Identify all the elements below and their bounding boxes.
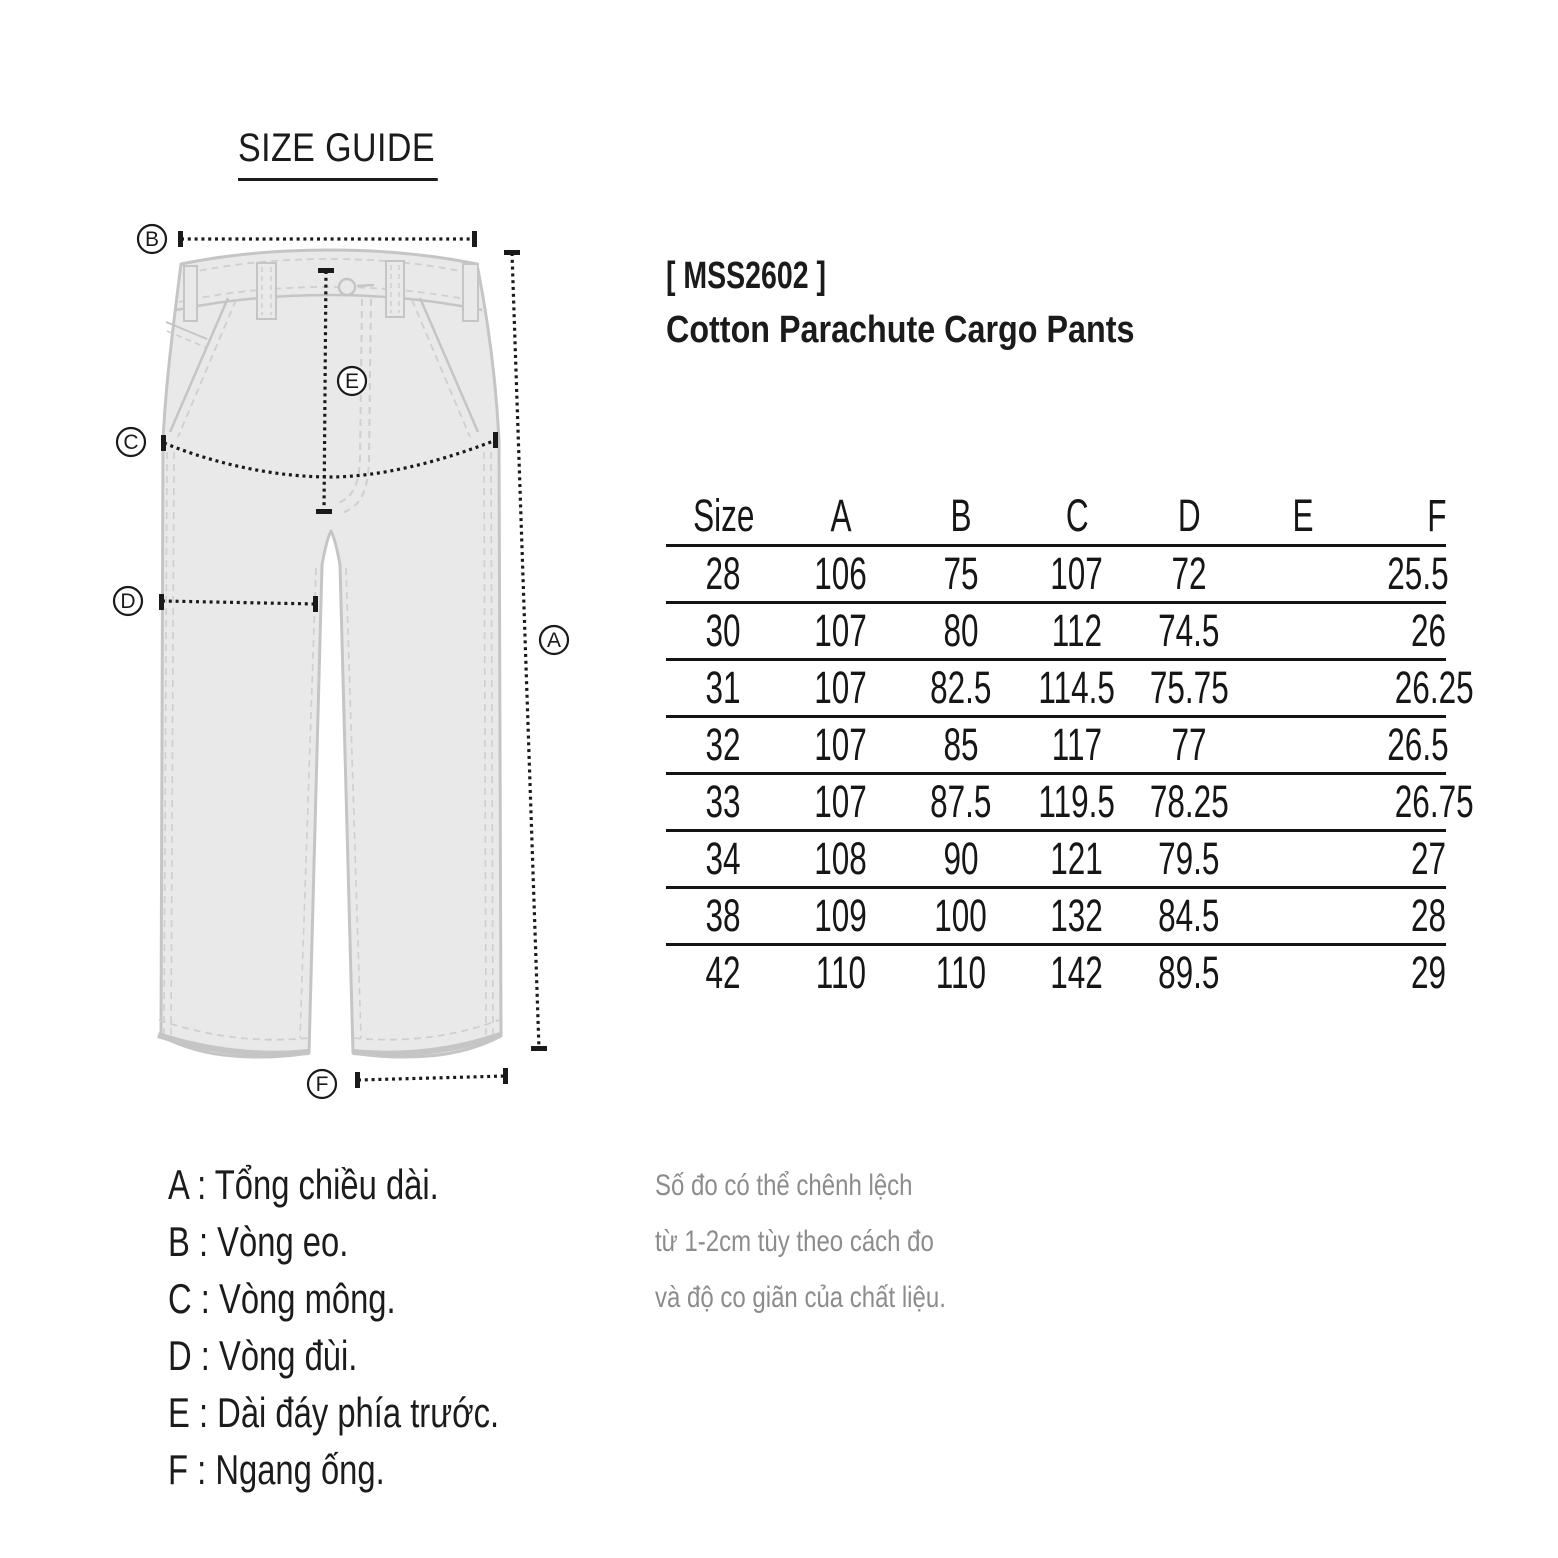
cell-f: 27 (1410, 833, 1446, 884)
cell-a: 109 (814, 890, 868, 941)
cell-a: 107 (814, 605, 868, 656)
cell-e (1245, 831, 1361, 888)
marker-b-letter: B (144, 228, 160, 251)
measure-cap (503, 1068, 508, 1084)
product-code (666, 254, 1217, 298)
page-title (238, 126, 473, 181)
measurement-legend (168, 1156, 593, 1498)
size-table-header-row (666, 488, 1446, 546)
cell-f: 26.5 (1387, 719, 1449, 770)
measure-cap (159, 594, 164, 610)
col-header-d: D (1177, 490, 1201, 541)
measure-cap (178, 231, 183, 247)
cell-f: 28 (1410, 890, 1446, 941)
size-table-row (666, 660, 1446, 717)
legend-item-f: F : Ngang ống. (168, 1446, 385, 1493)
cell-size: 30 (705, 605, 742, 656)
cell-size: 33 (705, 776, 742, 827)
pants-silhouette (161, 250, 501, 1057)
cell-c: 112 (1051, 605, 1103, 656)
col-header-c: C (1065, 490, 1089, 541)
size-table-row (666, 831, 1446, 888)
cell-size: 34 (705, 833, 742, 884)
product-code-text: [ MSS2602 ] (666, 255, 826, 297)
cell-d: 75.75 (1149, 662, 1229, 713)
measure-cap (504, 250, 520, 255)
cell-c: 107 (1050, 548, 1104, 599)
cell-a: 107 (814, 776, 868, 827)
marker-f-letter: F (315, 1073, 329, 1096)
note-line-1: Số đo có thể chênh lệch (655, 1169, 913, 1202)
cell-c: 121 (1050, 833, 1104, 884)
cell-f: 26 (1410, 605, 1446, 656)
cell-b: 75 (943, 548, 979, 599)
cell-a: 107 (814, 719, 868, 770)
buttonhole-line (357, 285, 374, 286)
legend-item-a: A : Tổng chiều dài. (168, 1161, 439, 1208)
note-line-2: từ 1-2cm tùy theo cách đo (655, 1225, 934, 1258)
cell-size: 32 (705, 719, 742, 770)
marker-a-letter: A (546, 629, 562, 652)
measure-cap (493, 432, 498, 448)
cell-b: 100 (934, 890, 988, 941)
size-table-row (666, 945, 1446, 1001)
measure-cap (161, 435, 166, 451)
cell-c: 114.5 (1038, 662, 1116, 713)
product-header (666, 254, 1217, 352)
measure-cap (318, 268, 334, 273)
col-header-f: F (1426, 490, 1446, 541)
measure-cap (316, 509, 332, 514)
cell-e (1245, 546, 1361, 603)
button-icon (339, 279, 355, 295)
belt-loop (184, 266, 197, 321)
measure-line-a (512, 253, 539, 1049)
cell-d: 79.5 (1158, 833, 1220, 884)
cell-d: 74.5 (1158, 605, 1220, 656)
product-name (666, 308, 1217, 352)
measurement-note (655, 1158, 1019, 1326)
pants-diagram (90, 210, 590, 1120)
size-table-row (666, 546, 1446, 603)
cell-size: 28 (705, 548, 742, 599)
cell-e (1245, 774, 1361, 831)
cell-b: 80 (943, 605, 979, 656)
cell-b: 82.5 (930, 662, 992, 713)
col-header-b: B (950, 490, 972, 541)
cell-f: 25.5 (1387, 548, 1449, 599)
cell-size: 42 (705, 947, 742, 998)
marker-d-letter: D (120, 590, 136, 613)
note-line-3: và độ co giãn của chất liệu. (655, 1281, 946, 1314)
size-table-row (666, 774, 1446, 831)
cell-f: 26.25 (1394, 662, 1474, 713)
cell-a: 108 (814, 833, 868, 884)
legend-item-c: C : Vòng mông. (168, 1275, 396, 1322)
cell-d: 77 (1171, 719, 1207, 770)
legend-item-b: B : Vòng eo. (168, 1218, 349, 1265)
cell-a: 107 (814, 662, 868, 713)
cell-size: 38 (705, 890, 742, 941)
size-table-row (666, 603, 1446, 660)
cell-b: 87.5 (930, 776, 992, 827)
measure-cap (355, 1072, 360, 1088)
marker-c-letter: C (123, 431, 139, 454)
col-header-e: E (1292, 490, 1314, 541)
cell-d: 78.25 (1149, 776, 1229, 827)
cell-d: 84.5 (1158, 890, 1220, 941)
cell-e (1245, 603, 1361, 660)
belt-loop (257, 263, 276, 319)
measure-line-f (358, 1076, 506, 1080)
cell-c: 117 (1051, 719, 1103, 770)
measure-cap (531, 1046, 547, 1051)
legend-item-e: E : Dài đáy phía trước. (168, 1389, 500, 1436)
legend-item-d: D : Vòng đùi. (168, 1332, 358, 1379)
belt-loop (463, 264, 478, 321)
size-table-row (666, 717, 1446, 774)
cell-e (1245, 717, 1361, 774)
measure-cap (313, 596, 318, 612)
cell-c: 119.5 (1038, 776, 1116, 827)
page-title-text: SIZE GUIDE (238, 126, 437, 181)
cell-d: 89.5 (1158, 947, 1220, 998)
cell-a: 106 (814, 548, 868, 599)
size-table-row (666, 888, 1446, 945)
cell-e (1245, 945, 1361, 1001)
belt-loop (386, 261, 404, 317)
cell-b: 85 (943, 719, 979, 770)
cell-d: 72 (1171, 548, 1207, 599)
col-header-size: Size (692, 490, 755, 541)
size-table (666, 488, 1474, 1000)
cell-e (1245, 660, 1361, 717)
cell-size: 31 (705, 662, 742, 713)
cell-a: 110 (815, 947, 867, 998)
cell-b: 110 (935, 947, 987, 998)
product-name-text: Cotton Parachute Cargo Pants (666, 309, 1135, 351)
cell-e (1245, 888, 1361, 945)
measure-cap (472, 231, 477, 247)
cell-f: 29 (1410, 947, 1446, 998)
cell-b: 90 (943, 833, 979, 884)
cell-c: 132 (1050, 890, 1104, 941)
col-header-a: A (830, 490, 852, 541)
cell-c: 142 (1050, 947, 1104, 998)
marker-e-letter: E (344, 370, 360, 393)
cell-f: 26.75 (1394, 776, 1474, 827)
